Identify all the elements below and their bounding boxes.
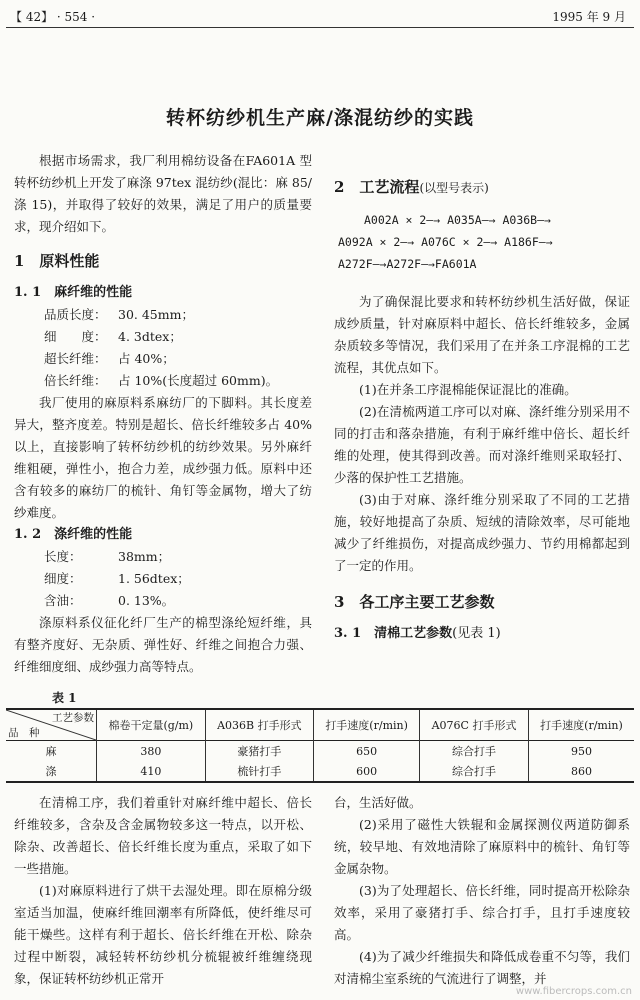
watermark: www.fibercrops.com.cn: [515, 986, 632, 997]
table-header-cell: 打手速度(r/min): [528, 709, 634, 741]
property-row: [14, 348, 312, 370]
section-1-1-heading: 1. 1 麻纤维的性能: [14, 285, 133, 300]
table-header-cell: 打手速度(r/min): [314, 709, 420, 741]
property-row: [14, 546, 312, 568]
table-cell: 410: [97, 761, 206, 782]
bottom-left-column: [14, 792, 312, 990]
table-cell: 650: [314, 741, 420, 762]
right-column: [334, 176, 630, 645]
section-1-2-heading: 1. 2 涤纤维的性能: [14, 527, 133, 542]
section-3-1-heading: [334, 623, 630, 645]
property-row: [14, 304, 312, 326]
section-2-note: (以型号表示): [419, 181, 489, 195]
property-key: 细度：: [44, 571, 82, 586]
table-row: [6, 761, 634, 782]
property-value: 占 40%；: [118, 351, 175, 366]
table-cell: 梳针打手: [205, 761, 313, 782]
table-header-cell: A036B 打手形式: [205, 709, 313, 741]
process-advantage-item: (2)在清梳两道工序可以对麻、涤纤维分别采用不同的打击和落杂措施，有利于麻纤维中倍长、超长纤维的处理，使其得到改善。而对涤纤维则采取轻打、少落的保护性工艺措施。: [334, 404, 630, 485]
section-3-1-note: (见表 1): [452, 626, 501, 641]
table-cell: 600: [314, 761, 420, 782]
table-corner-cell: [6, 709, 97, 741]
table-cell: 380: [97, 741, 206, 762]
process-advantage-item: (1)在并条工序混棉能保证混比的准确。: [359, 382, 577, 397]
polyester-paragraph: 涤原料系仪征化纤厂生产的棉型涤纶短纤维，具有整齐度好、无杂质、弹性好、纤维之间抱合力强、纤维细度细、成纱强力高等特点。: [14, 615, 312, 674]
body-paragraph: (4)为了减少纤维损失和降低成卷重不匀等，我们对清棉尘室系统的气流进行了调整，并: [334, 949, 630, 986]
corner-bottom-label: 品 种: [8, 727, 40, 739]
hemp-properties-list: [14, 304, 312, 392]
process-flow-line: A272F—→A272F—→FA601A: [338, 257, 477, 271]
hemp-paragraph: 我厂使用的麻原料系麻纺厂的下脚料。其长度差异大，整齐度差。特别是超长、倍长纤维较多占 40%以上，直接影响了转杯纺纱机的纺纱效果。另外麻纤维粗硬，弹性小，抱合力差，成纱强力低。原料中还含有较多的麻纺厂的梳针、角钉等金属物，增大了纺纱难度。: [14, 395, 312, 520]
property-value: 占 10%(长度超过 60mm)。: [118, 373, 279, 388]
article-title: 转杯纺纱机生产麻/涤混纺纱的实践: [166, 107, 474, 129]
table-row-name: 麻: [45, 745, 57, 758]
table-header-cell: A076C 打手形式: [420, 709, 529, 741]
running-header-right: 1995 年 9 月: [552, 10, 626, 24]
process-advantage-item: (3)由于对麻、涤纤维分别采取了不同的工艺措施，较好地提高了杂质、短绒的清除效率，尽可能地减少了纤维损伤，对提高成纱强力、节约用棉都起到了一定的作用。: [334, 492, 630, 573]
section-3-1-title: 3. 1 清棉工艺参数: [334, 626, 453, 641]
intro-paragraph: 根据市场需求，我厂利用棉纺设备在FA601A 型转杯纺纱机上开发了麻涤 97tex 混纺纱(混比：麻 85/涤 15)，并取得了较好的效果，满足了用户的质量要求，现介绍如下。: [14, 153, 312, 234]
property-row: [14, 590, 312, 612]
body-paragraph: 在清棉工序，我们着重针对麻纤维中超长、倍长纤维较多，含杂及含金属物较多这一特点，以开松、除杂、改善超长、倍长纤维长度为重点，采取了如下一些措施。: [14, 795, 312, 876]
table-cell: 豪猪打手: [205, 741, 313, 762]
process-parameters-table: [6, 708, 634, 783]
section-2-heading: [334, 176, 630, 199]
section-3-heading: 3 各工序主要工艺参数: [334, 593, 495, 611]
header-rule: [6, 27, 634, 28]
body-paragraph: (2)采用了磁性大铁辊和金属探测仪两道防御系统，较早地、有效地清除了麻原料中的梳针、角钉等金属杂物。: [334, 817, 630, 876]
body-paragraph: (1)对麻原料进行了烘干去湿处理。即在原棉分级室适当加温，使麻纤维回潮率有所降低，使纤维尽可能干燥些。这样有利于超长、倍长纤维在开松、除杂过程中断裂，减轻转杯纺纱机分梳辊被纤维缠绕现象，保证转杯纺纱机正常开: [14, 883, 312, 986]
process-flow-line: A002A × 2—→ A035A—→ A036B—→: [364, 213, 551, 227]
table-caption: 表 1: [52, 691, 77, 705]
process-flow-line: A092A × 2—→ A076C × 2—→ A186F—→: [338, 235, 553, 249]
table-header-cell: 棉卷干定量(g/m): [97, 709, 206, 741]
property-value: 0. 13%。: [118, 593, 175, 608]
property-value: 30. 45mm；: [118, 307, 194, 322]
property-row: [14, 370, 312, 392]
table-cell: 860: [528, 761, 634, 782]
section-2-title: 2 工艺流程: [334, 178, 420, 196]
corner-top-label: 工艺参数: [52, 712, 94, 724]
table-header-row: [6, 709, 634, 741]
section-1-heading: 1 原料性能: [14, 252, 100, 270]
table-row: [6, 741, 634, 762]
table-cell: 综合打手: [420, 741, 529, 762]
body-paragraph: 台，生活好做。: [334, 795, 422, 810]
property-value: 1. 56dtex；: [118, 571, 190, 586]
property-key: 细 度：: [44, 329, 107, 344]
section-2-paragraph: 为了确保混比要求和转杯纺纱机生活好做，保证成纱质量，针对麻原料中超长、倍长纤维较多，金属杂质较多等情况，我们采用了在并条工序混棉的工艺流程，其优点如下。: [334, 294, 630, 375]
property-row: [14, 326, 312, 348]
table-row-name: 涤: [45, 765, 57, 778]
bottom-right-column: [334, 792, 630, 990]
property-key: 含油：: [44, 593, 82, 608]
property-value: 4. 3dtex；: [118, 329, 182, 344]
left-column: [14, 150, 312, 678]
table-cell: 综合打手: [420, 761, 529, 782]
property-key: 倍长纤维：: [44, 373, 107, 388]
property-row: [14, 568, 312, 590]
property-key: 品质长度：: [44, 307, 107, 322]
running-header-left: 【 42】 · 554 ·: [10, 10, 96, 24]
polyester-properties-list: [14, 546, 312, 612]
property-value: 38mm；: [118, 549, 171, 564]
property-key: 长度：: [44, 549, 82, 564]
property-key: 超长纤维：: [44, 351, 107, 366]
table-cell: 950: [528, 741, 634, 762]
body-paragraph: (3)为了处理超长、倍长纤维，同时提高开松除杂效率，采用了豪猪打手、综合打手，且打手速度较高。: [334, 883, 630, 942]
